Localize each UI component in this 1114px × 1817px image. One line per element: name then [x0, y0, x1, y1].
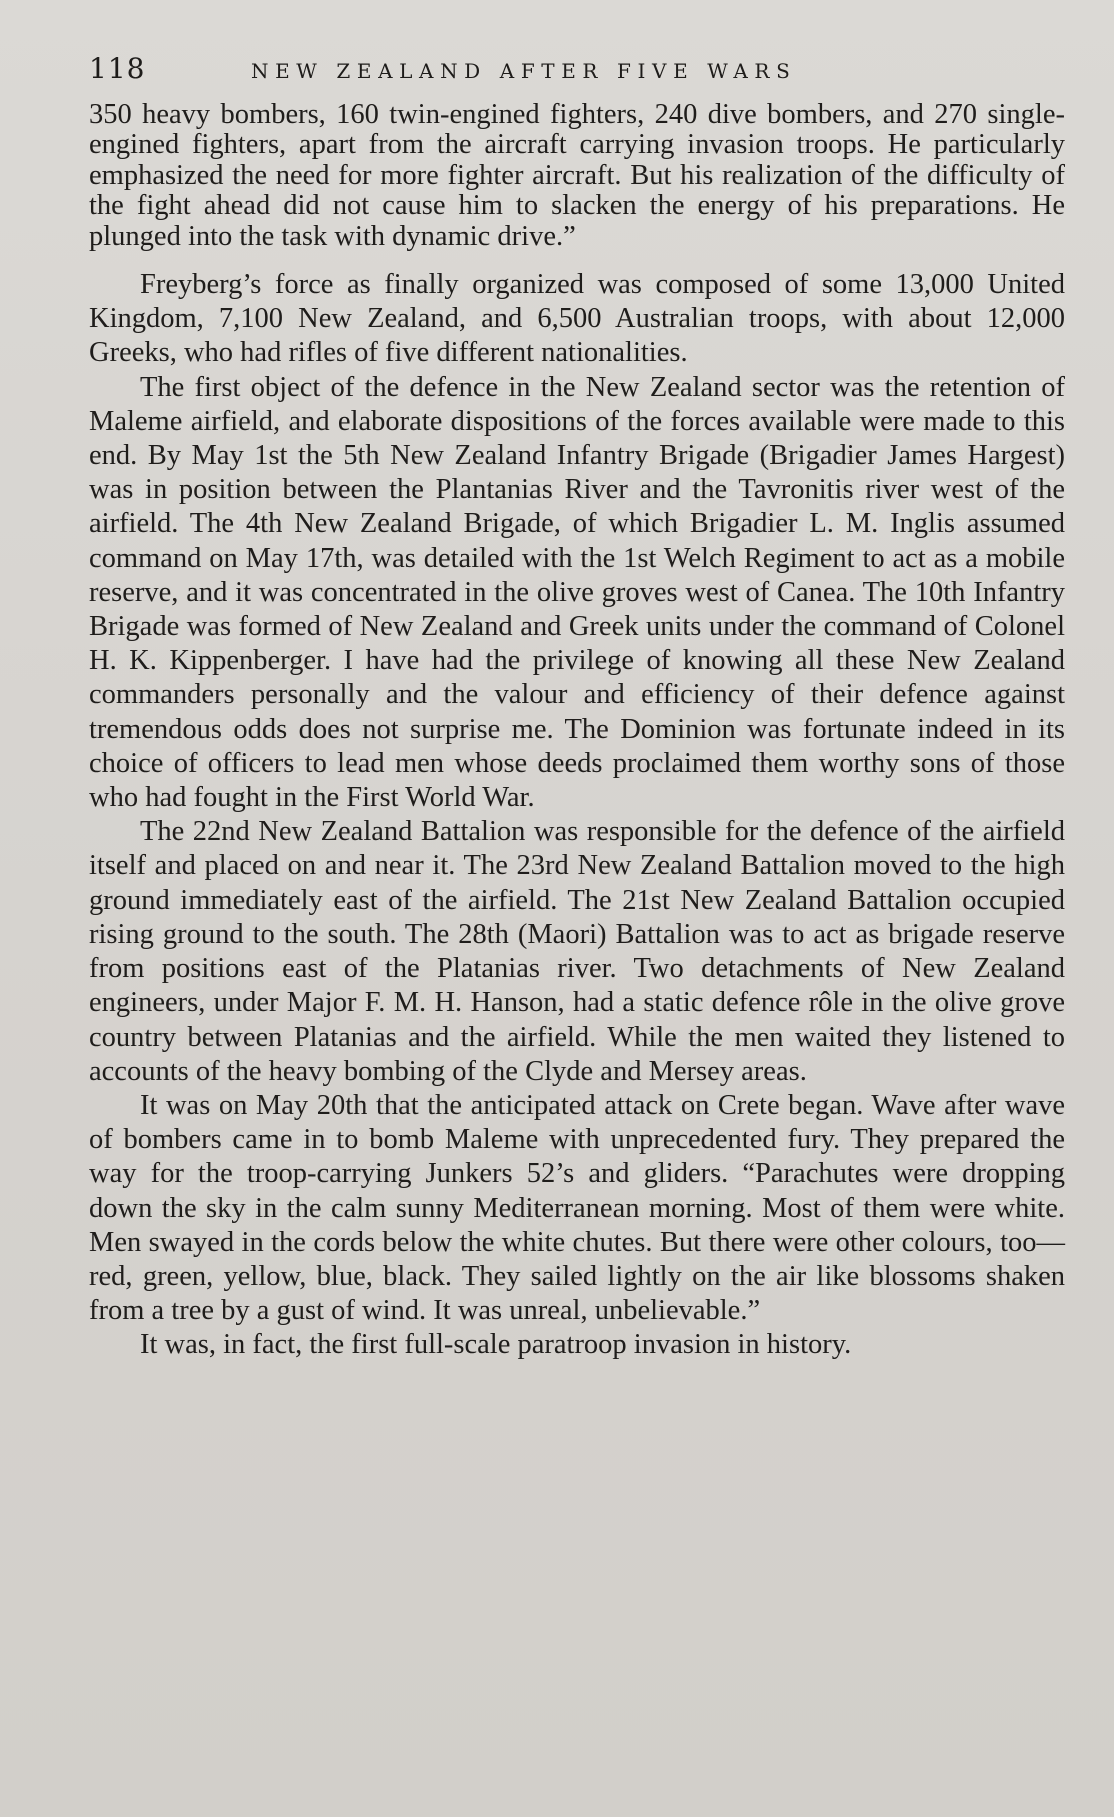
paragraph-battalion-dispositions: The 22nd New Zealand Battalion was responsible for the defence of the airfield itself and placed on and near it. The 23rd New Zealand Battalion moved to the high ground immediately east of the airfield. The 21st New Zealand Battalion occupied rising ground to the south. The 28th (Maori) Battalion was to act as brigade reserve from positions east of the Platanias river. Two detachments of New Zealand engineers, under Major F. M. H. Hanson, had a static defence rôle in the olive grove country between Platanias and the airfield. While the men waited they listened to accounts of the heavy bombing of the Clyde and Mersey areas.	[89, 816, 1065, 1087]
paragraph-paratroop-invasion: It was, in fact, the first full-scale paratroop invasion in history.	[140, 1329, 852, 1361]
paragraph-continued-quote: 350 heavy bombers, 160 twin-engined fighters, 240 dive bombers, and 270 single-engined fighters, apart from the aircraft carrying invasion troops. He particularly emphasized the need for more fighter aircraft. But his realization of the difficulty of the fight ahead did not cause him to slacken the energy of his preparations. He plunged into the task with dynamic drive.”	[89, 99, 1065, 252]
paragraph-defence-object: The first object of the defence in the New Zealand sector was the retention of Maleme airfield, and elaborate dispositions of the forces available were made to this end. By May 1st the 5th New Zealand Infantry Brigade (Brigadier James Hargest) was in position between the Plantanias River and the Tavronitis river west of the airfield. The 4th New Zealand Brigade, of which Brigadier L. M. Inglis assumed command on May 17th, was detailed with the 1st Welch Regiment to act as a mobile reserve, and it was concentrated in the olive groves west of Canea. The 10th Infantry Brigade was formed of New Zealand and Greek units under the command of Colonel H. K. Kippenberger. I have had the privilege of knowing all these New Zealand commanders personally and the valour and efficiency of their defence against tremendous odds does not surprise me. The Dominion was fortunate indeed in its choice of officers to lead men whose deeds proclaimed them worthy sons of those who had fought in the First World War.	[89, 371, 1065, 814]
running-title: NEW ZEALAND AFTER FIVE WARS	[251, 59, 797, 83]
paragraph-force-composition: Freyberg’s force as finally organized was composed of some 13,000 United Kingdom, 7,100 New Zealand, and 6,500 Australian troops, with about 12,000 Greeks, who had rifles of five different nationalities.	[89, 269, 1065, 369]
paragraph-attack-on-crete: It was on May 20th that the anticipated attack on Crete began. Wave after wave of bombers came in to bomb Maleme with unprecedented fury. They prepared the way for the troop-carrying Junkers 52’s and gliders. “Parachutes were dropping down the sky in the calm sunny Mediterranean morning. Most of them were white. Men swayed in the cords below the white chutes. But there were other colours, too—red, green, yellow, blue, black. They sailed lightly on the air like blossoms shaken from a tree by a gust of wind. It was unreal, unbelievable.”	[89, 1089, 1065, 1327]
body-text	[89, 100, 1065, 1363]
page-header	[89, 52, 1069, 92]
page-number: 118	[89, 52, 146, 85]
